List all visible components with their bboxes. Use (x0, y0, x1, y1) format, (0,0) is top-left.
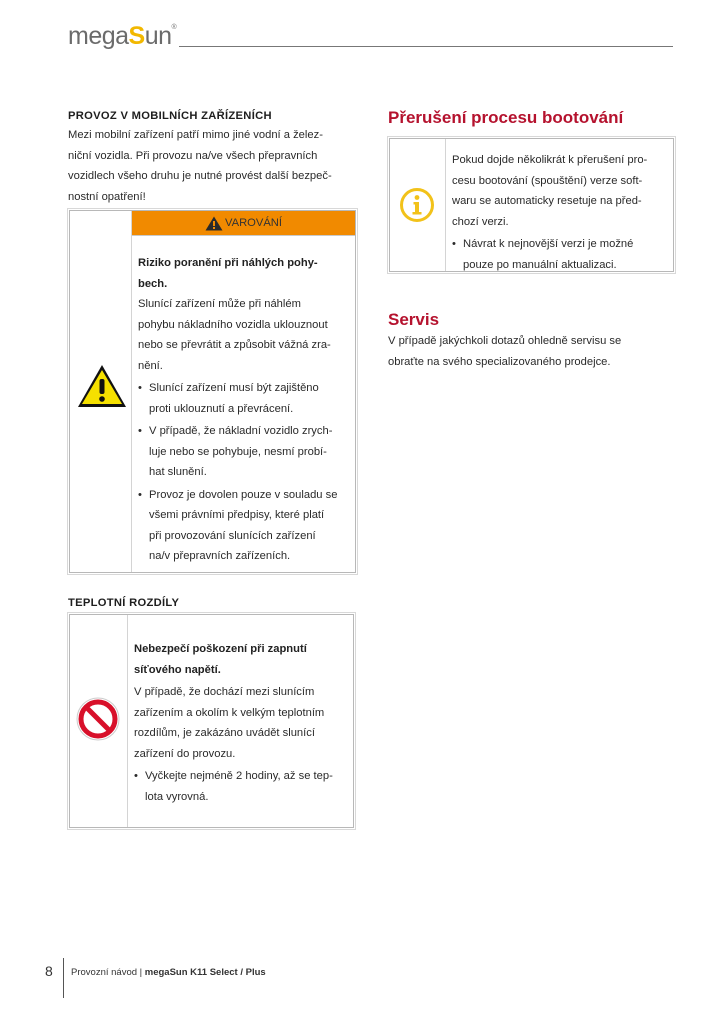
text-line: Riziko poranění při náhlých pohy- (138, 257, 318, 269)
registered-mark: ® (171, 24, 177, 31)
section-heading: TEPLOTNÍ ROZDÍLY (68, 597, 180, 609)
section-temperature (68, 597, 354, 609)
footer-product: megaSun K11 Select / Plus (144, 967, 266, 978)
text-line: • V případě, že nákladní vozidlo zrych- (149, 425, 333, 437)
text-line: • Návrat k nejnovější verzi je možné (463, 238, 634, 250)
text-line: nebo se převrátit a způsobit vážná zra- (138, 339, 331, 351)
text-line: vozidlech všeho druhu je nutné provést další bezpeč- (68, 170, 332, 182)
header-rule (179, 46, 673, 47)
warning-title (138, 253, 349, 294)
section-boot-interruption (388, 108, 673, 128)
warning-label: VAROVÁNÍ (225, 217, 282, 229)
text-line: zařízení do provozu. (134, 747, 236, 760)
footer-text (71, 967, 266, 978)
logo-text-un: un (144, 22, 172, 50)
text-line: luje nebo se pohybuje, nesmí probí- (149, 445, 327, 458)
text-line: proti uklouznutí a převrácení. (149, 402, 294, 415)
warning-small-triangle-icon (205, 216, 223, 231)
text-line: cesu bootování (spouštění) verze soft- (452, 174, 643, 187)
info-icon-cell (390, 139, 446, 271)
warning-bullet (138, 485, 349, 567)
text-line: Nebezpečí poškození při zapnutí (134, 643, 307, 655)
prohibition-icon-cell (70, 615, 128, 827)
text-line: nění. (138, 359, 163, 372)
section-heading: PROVOZ V MOBILNÍCH ZAŘÍZENÍCH (68, 110, 272, 122)
text-line: Mezi mobilní zařízení patří mimo jiné vodní a želez- (68, 129, 323, 141)
text-line: chozí verzi. (452, 215, 509, 228)
service-heading: Servis (388, 310, 440, 329)
info-text-cell (445, 139, 673, 271)
text-line: hat slunění. (149, 466, 207, 478)
logo-text-mega: mega (68, 22, 129, 50)
text-line: bech. (138, 277, 168, 290)
prohibition-icon (76, 697, 120, 741)
text-line: niční vozidla. Při provozu na/ve všech přepravních (68, 149, 318, 162)
text-line: • Vyčkejte nejméně 2 hodiny, až se tep- (145, 770, 333, 782)
info-body (452, 150, 667, 232)
warning-icon-cell (70, 211, 132, 572)
text-line: • Slunící zařízení musí být zajištěno (149, 382, 319, 394)
text-line: zařízením a okolím k velkým teplotním (134, 706, 325, 719)
warning-text-cell (131, 211, 355, 572)
service-body (388, 331, 673, 372)
text-line: pouze po manuální aktualizaci. (463, 258, 617, 271)
section-service (388, 310, 673, 372)
text-line: síťového napětí. (134, 663, 221, 676)
page-number: 8 (45, 963, 53, 979)
text-line: při provozování slunících zařízení (149, 529, 316, 542)
text-line: rozdílům, je zakázáno uvádět slunící (134, 727, 315, 739)
text-line: na/v přepravních zařízeních. (149, 550, 291, 562)
prohibition-bullet (134, 766, 347, 807)
warning-body (138, 294, 349, 376)
prohibition-body (134, 682, 347, 764)
warning-bar (132, 211, 355, 236)
text-line: nostní opatření! (68, 190, 146, 203)
text-line: waru se automaticky resetuje na před- (452, 195, 642, 207)
warning-box (69, 210, 356, 573)
footer-doc-type: Provozní návod | (71, 967, 145, 978)
text-line: V případě, že dochází mezi slunícím (134, 686, 315, 698)
text-line: všemi právními předpisy, které platí (149, 509, 325, 521)
mobile-intro (68, 125, 354, 207)
boot-heading: Přerušení procesu bootování (388, 108, 624, 127)
text-line: • Provoz je dovolen pouze v souladu se (149, 488, 338, 501)
text-line: Pokud dojde několikrát k přerušení pro- (452, 154, 648, 166)
prohibition-title (134, 639, 347, 680)
text-line: Slunící zařízení může při náhlém (138, 298, 301, 310)
warning-bullet (138, 421, 349, 483)
text-line: obraťte na svého specializovaného prodejce. (388, 355, 611, 368)
logo-text-s: S (128, 22, 145, 50)
footer-rule (63, 958, 64, 998)
text-line: V případě jakýchkoli dotazů ohledně servisu se (388, 335, 622, 347)
text-line: lota vyrovná. (145, 790, 209, 803)
section-mobile-operation (68, 110, 354, 207)
info-bullet (452, 234, 667, 275)
warning-triangle-icon (76, 363, 128, 409)
info-box (389, 138, 674, 272)
info-icon (399, 187, 435, 223)
prohibition-box (69, 614, 354, 828)
warning-bullet (138, 378, 349, 419)
prohibition-text-cell (127, 615, 353, 827)
text-line: pohybu nákladního vozidla uklouznout (138, 318, 328, 331)
megasun-logo (68, 22, 176, 51)
